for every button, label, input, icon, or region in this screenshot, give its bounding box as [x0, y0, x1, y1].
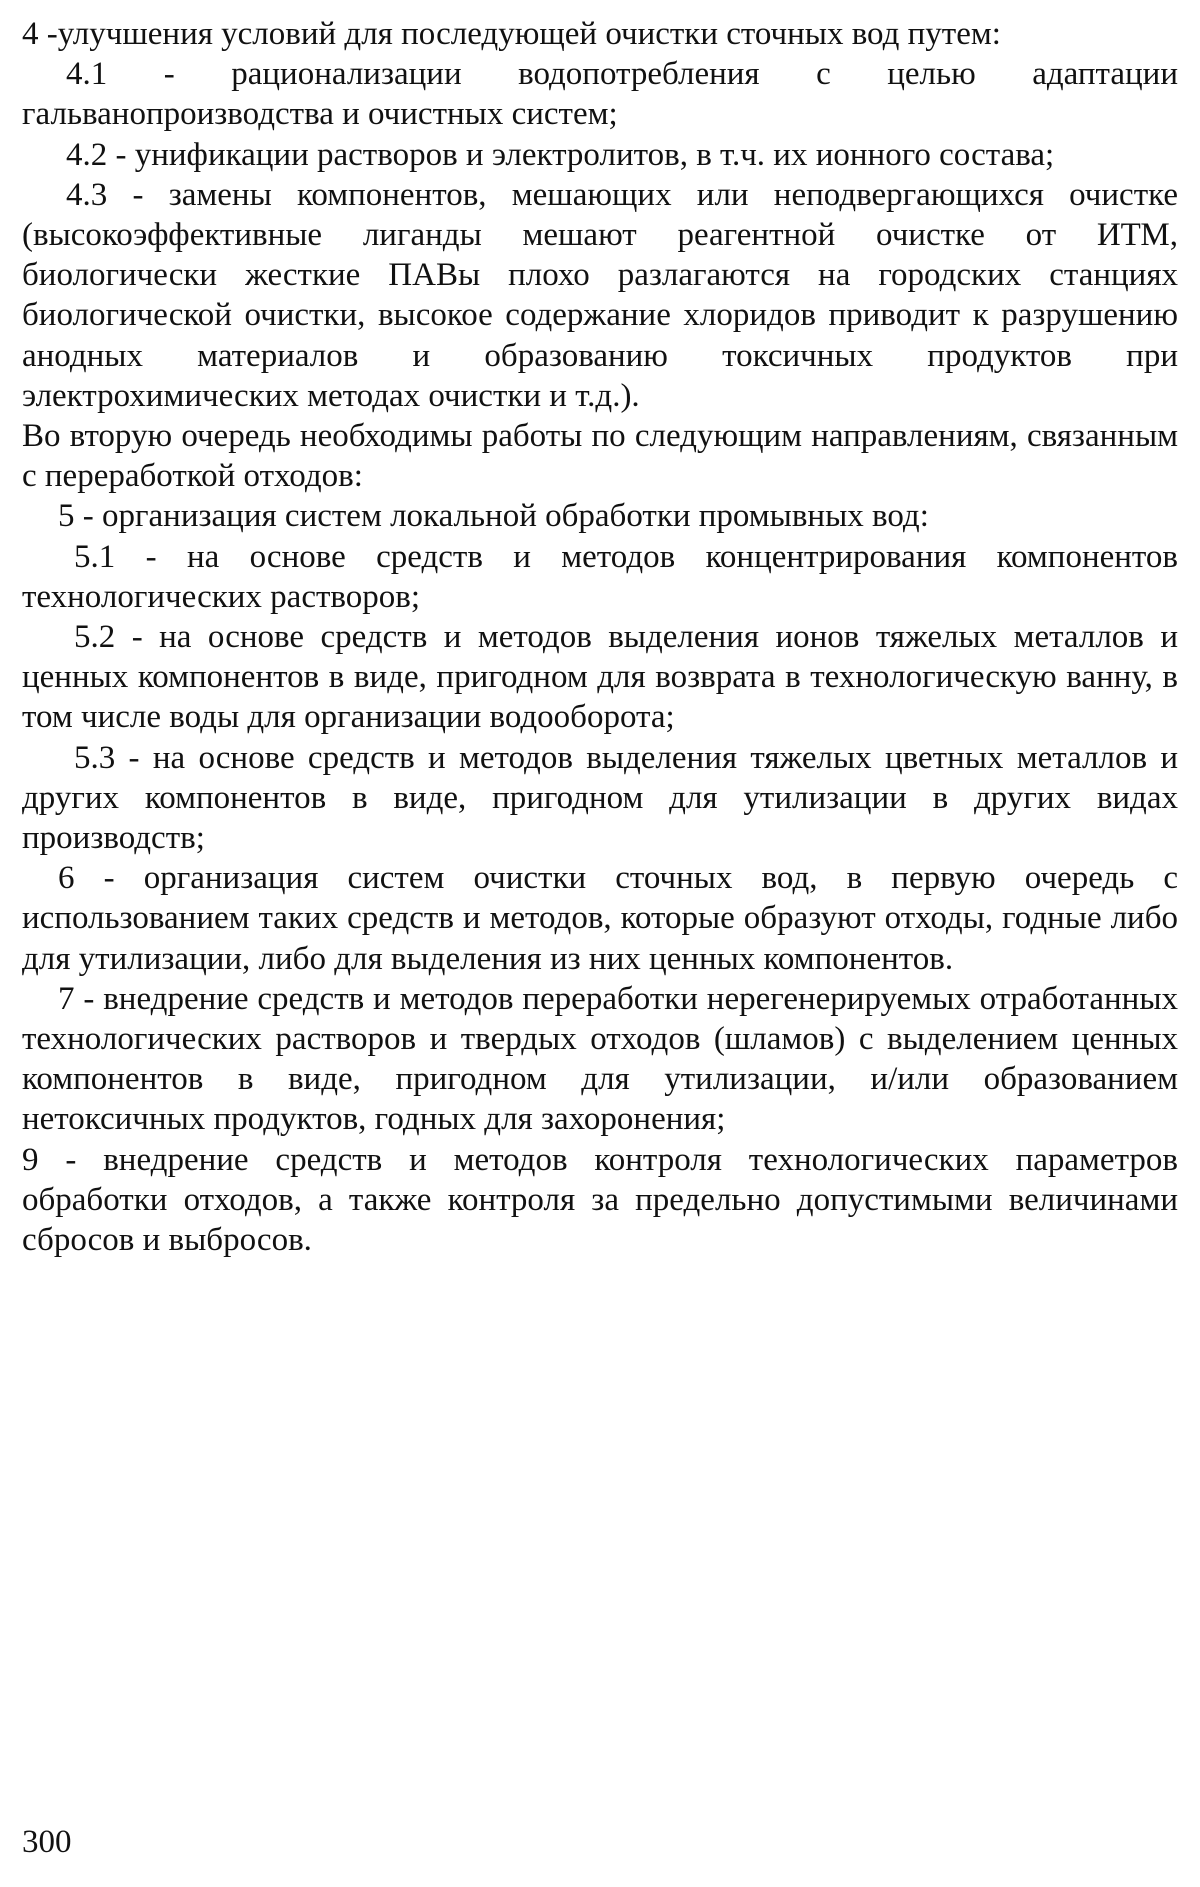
paragraph-item-9: 9 - внедрение средств и методов контроля технологических параметров обработки отходов, а также контроля за предельно допустимыми величинами сбросов и выбросов.	[22, 1141, 1178, 1259]
paragraph-item-4-3: 4.3 - замены компонентов, мешающих или неподвергающихся очистке (высокоэффективные лиганды мешают реагентной очистке от ИТМ, биологически жесткие ПАВы плохо разлагаются на городских станциях биологической очистки, высокое содержание хлоридов приводит к разрушению анодных материалов и образованию токсичных продуктов при электрохимических методах очистки и т.д.).	[22, 176, 1178, 414]
page-number: 300	[22, 1824, 72, 1860]
paragraph-item-7: 7 - внедрение средств и методов переработки нерегенерируемых отработанных технологических растворов и твердых отходов (шламов) с выделением ценных компонентов в виде, пригодном для утилизации, и/или образованием нетоксичных продуктов, годных для захоронения;	[22, 980, 1178, 1138]
paragraph-item-5-2: 5.2 - на основе средств и методов выделения ионов тяжелых металлов и ценных компонентов в виде, пригодном для возврата в технологическую ванну, в том числе воды для организации водооборота;	[22, 619, 1178, 736]
paragraph-item-5-3: 5.3 - на основе средств и методов выделения тяжелых цветных металлов и других компонентов в виде, пригодном для утилизации в других видах производств;	[22, 739, 1178, 857]
paragraph-item-5: 5 - организация систем локальной обработки промывных вод:	[58, 498, 929, 535]
document-page	[22, 14, 1178, 1260]
paragraph-item-4-1: 4.1 - рационализации водопотребления с целью адаптации гальванопроизводства и очистных систем;	[22, 56, 1178, 133]
paragraph-item-6: 6 - организация систем очистки сточных вод, в первую очередь с использованием таких средств и методов, которые образуют отходы, годные либо для утилизации, либо для выделения из них ценных компонентов.	[22, 860, 1178, 977]
paragraph-item-4-2: 4.2 - унификации растворов и электролитов, в т.ч. их ионного состава;	[66, 136, 1055, 173]
paragraph-second-priority: Во вторую очередь необходимы работы по следующим направлениям, связанным с переработкой отходов:	[22, 418, 1178, 495]
paragraph-item-4: 4 -улучшения условий для последующей очистки сточных вод путем:	[22, 16, 1001, 52]
paragraph-item-5-1: 5.1 - на основе средств и методов концентрирования компонентов технологических растворов;	[22, 538, 1178, 615]
